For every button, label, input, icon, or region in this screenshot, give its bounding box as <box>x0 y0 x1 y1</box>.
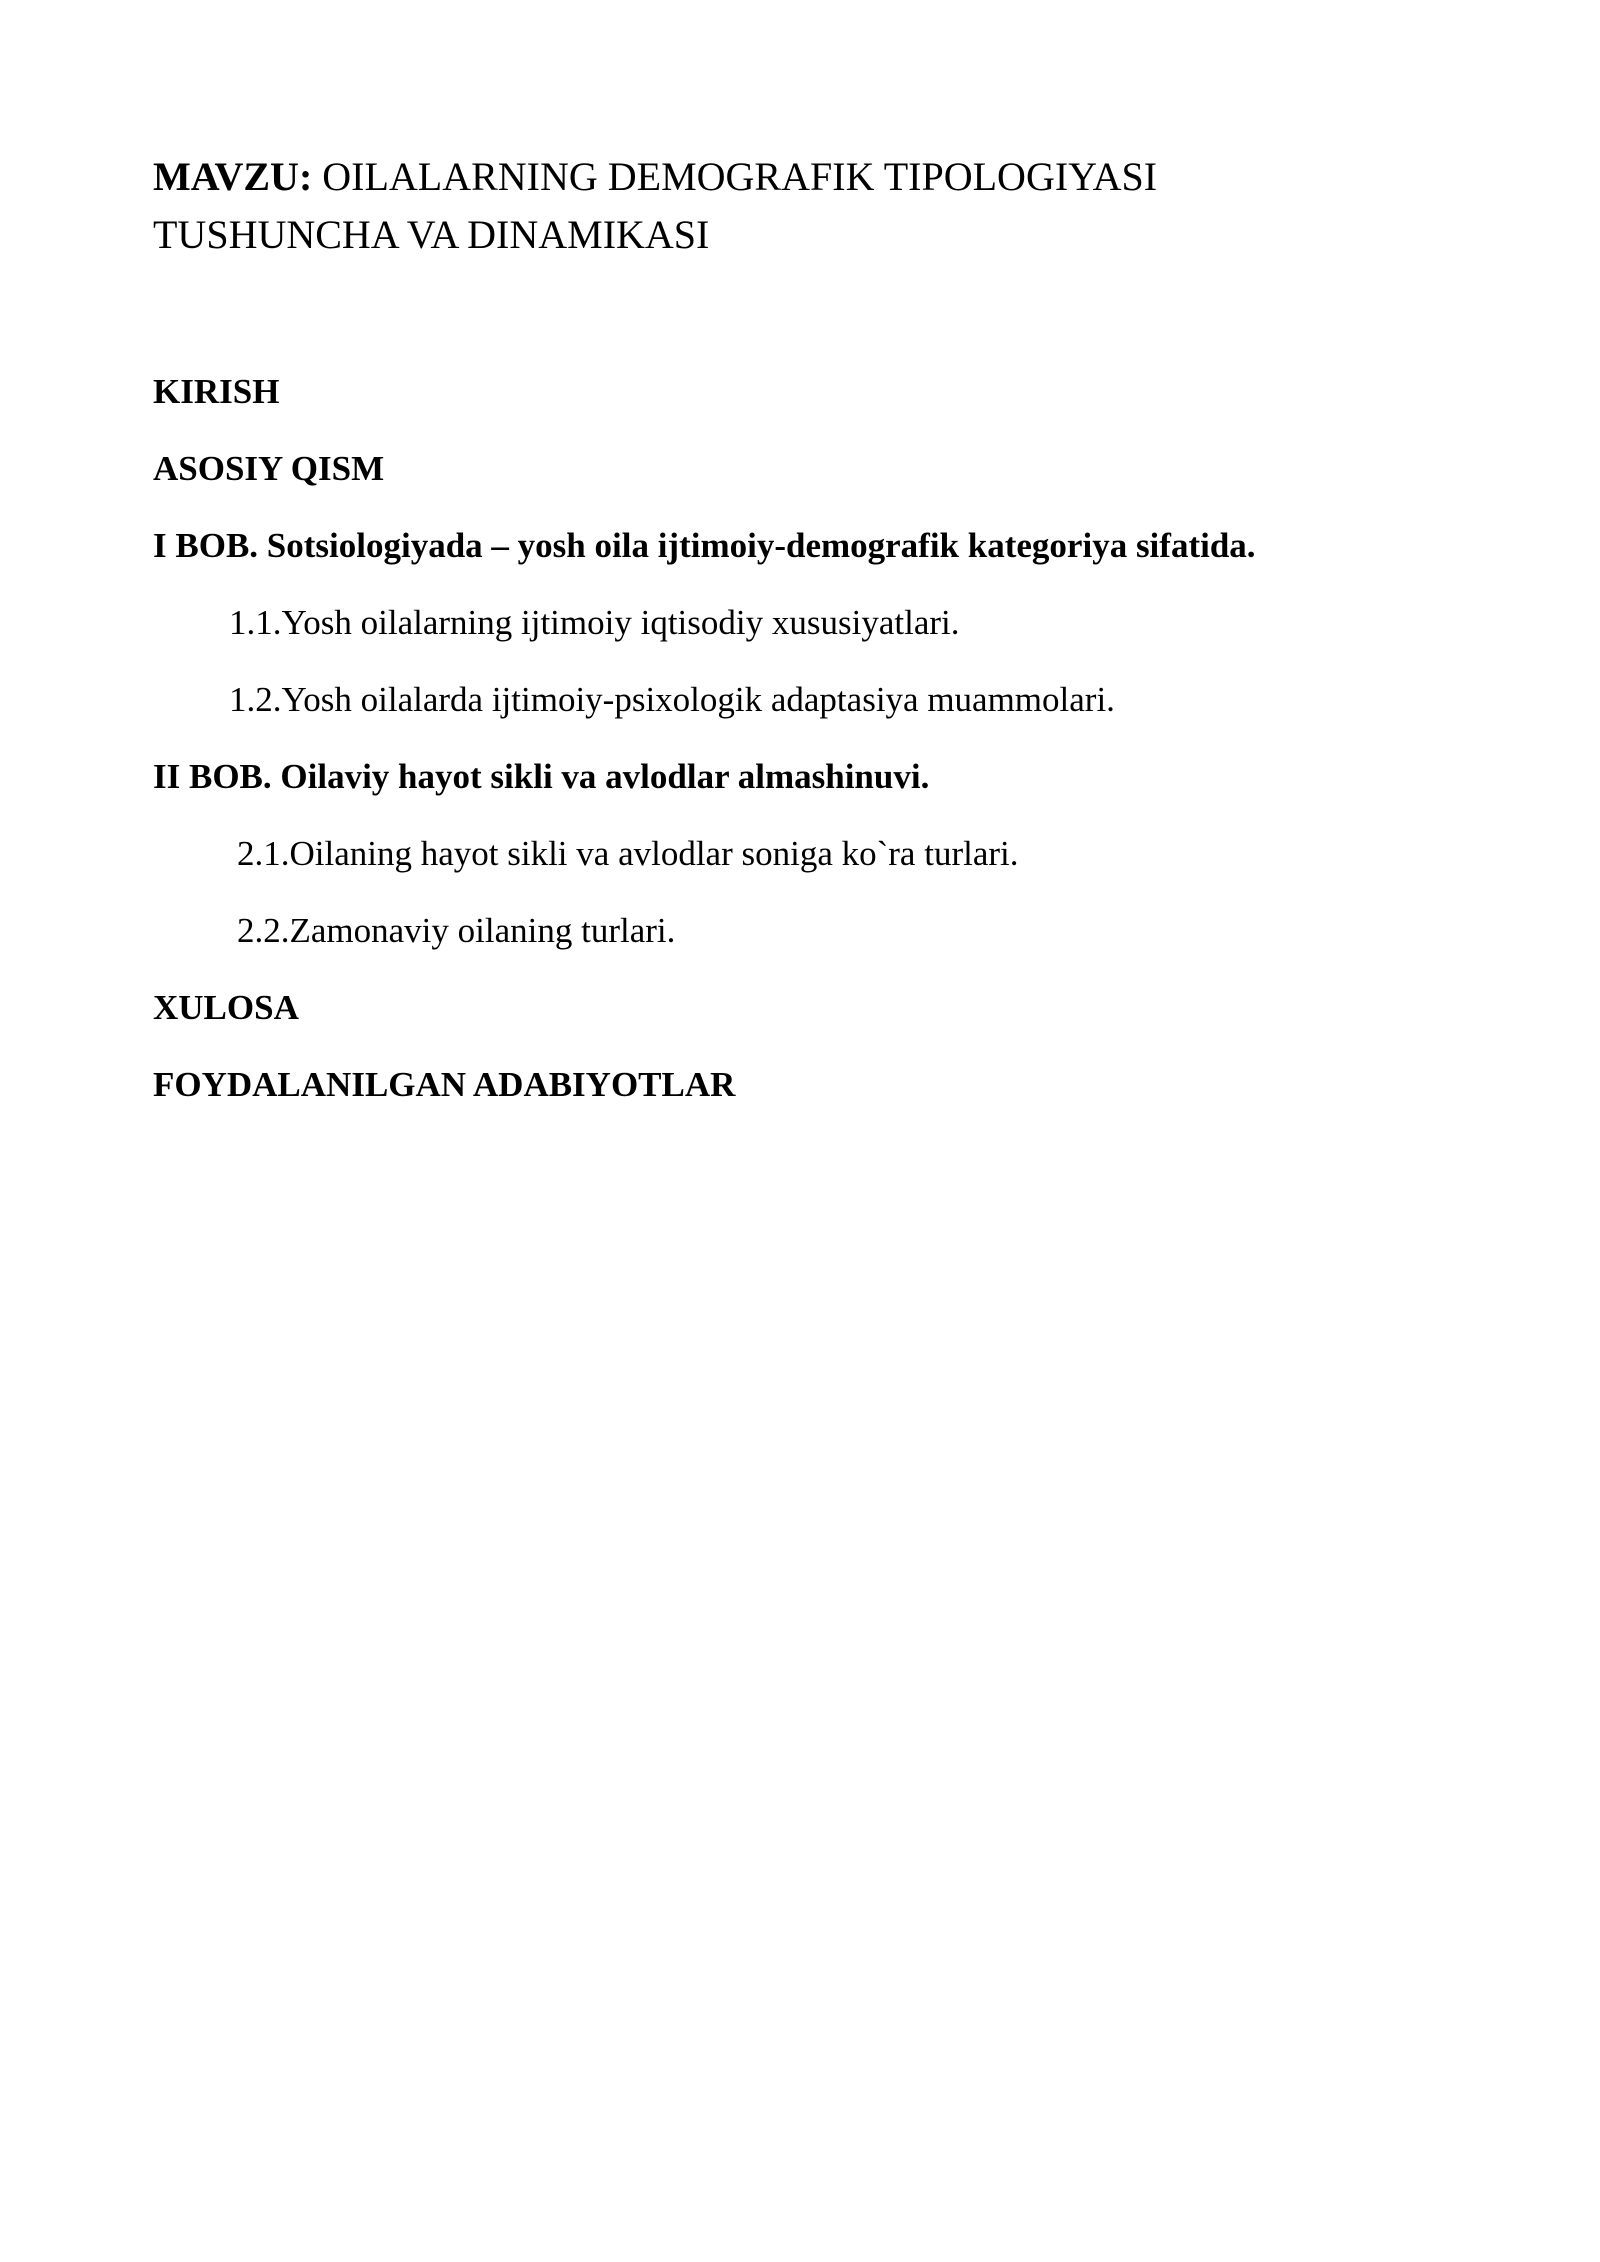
toc-references: FOYDALANILGAN ADABIYOTLAR <box>153 1065 736 1104</box>
toc-section-2-2: 2.2.Zamonaviy oilaning turlari. <box>237 911 676 950</box>
toc-kirish: KIRISH <box>153 372 280 411</box>
document-title <box>153 148 1453 264</box>
title-line-1 <box>153 148 1453 206</box>
title-line-2: TUSHUNCHA VA DINAMIKASI <box>153 212 710 257</box>
toc-xulosa: XULOSA <box>153 988 299 1027</box>
title-line-1-text: OILALARNING DEMOGRAFIK TIPOLOGIYASI <box>312 154 1158 199</box>
toc-section-1-1: 1.1.Yosh oilalarning ijtimoiy iqtisodiy xususiyatlari. <box>229 603 960 642</box>
table-of-contents <box>153 367 1503 1137</box>
toc-chapter-1-title: I BOB. Sotsiologiyada – yosh oila ijtimoiy-demografik kategoriya sifatida. <box>153 526 1256 565</box>
toc-asosiy-qism: ASOSIY QISM <box>153 449 385 488</box>
toc-section-1-2: 1.2.Yosh oilalarda ijtimoiy-psixologik adaptasiya muammolari. <box>229 680 1115 719</box>
title-prefix: MAVZU: <box>153 154 313 199</box>
toc-chapter-2-title: II BOB. Oilaviy hayot sikli va avlodlar almashinuvi. <box>153 757 930 796</box>
toc-section-2-1: 2.1.Oilaning hayot sikli va avlodlar soniga ko`ra turlari. <box>237 834 1019 873</box>
